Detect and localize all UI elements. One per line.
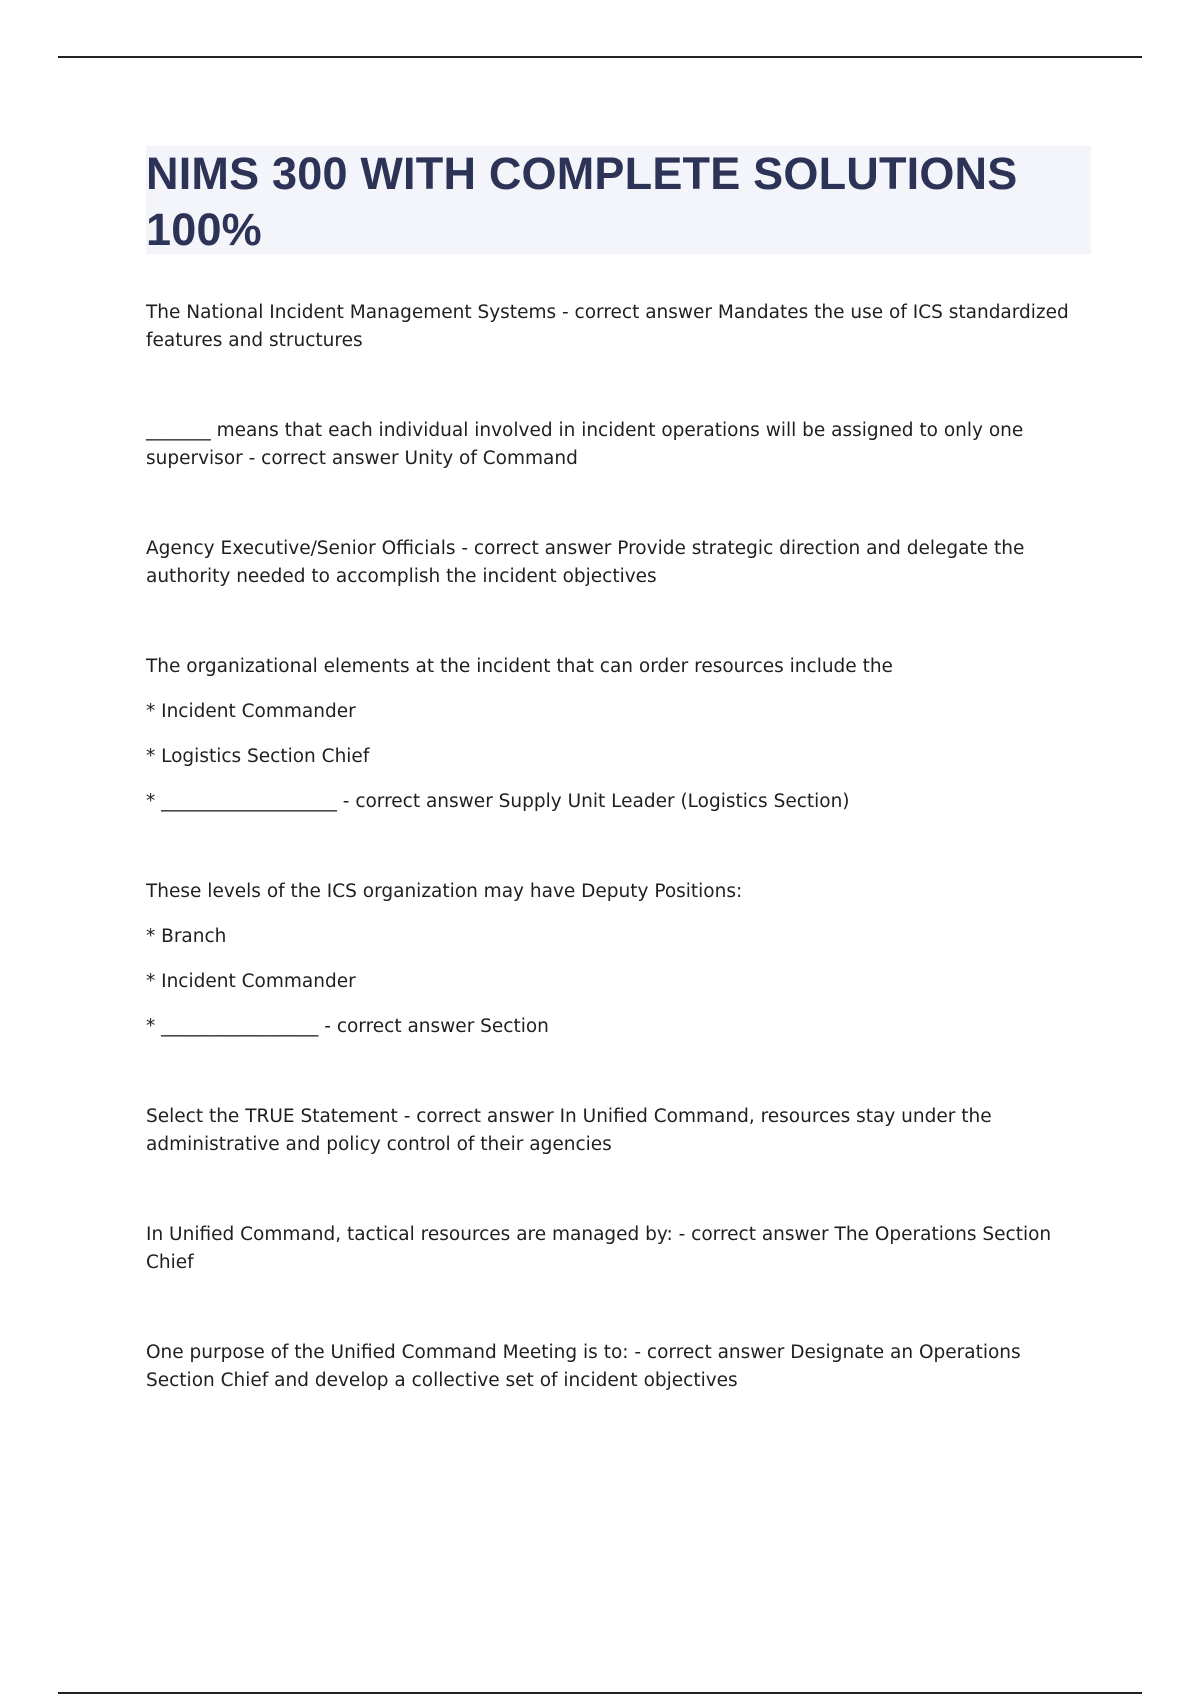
qa-text: In Unified Command, tactical resources are managed by: - correct answer The Operations Section Chief xyxy=(146,1224,1052,1273)
qa-lead: These levels of the ICS organization may have Deputy Positions: xyxy=(146,881,743,902)
title-banner xyxy=(146,146,1091,254)
qa-item xyxy=(146,653,1091,816)
qa-list xyxy=(146,299,1091,1395)
qa-bullet: * ___________________ - correct answer Supply Unit Leader (Logistics Section) xyxy=(146,791,850,812)
qa-item xyxy=(146,299,1091,355)
qa-bullet: * Incident Commander xyxy=(146,701,356,722)
qa-bullet: * Incident Commander xyxy=(146,971,356,992)
qa-text: Select the TRUE Statement - correct answer In Unified Command, resources stay under the administrative and policy control of their agencies xyxy=(146,1106,992,1155)
qa-bullet: * Logistics Section Chief xyxy=(146,746,370,767)
qa-item xyxy=(146,535,1091,591)
qa-lead: The organizational elements at the incident that can order resources include the xyxy=(146,656,893,677)
qa-text: Agency Executive/Senior Officials - correct answer Provide strategic direction and delegate the authority needed to accomplish the incident objectives xyxy=(146,538,1025,587)
qa-item xyxy=(146,417,1091,473)
qa-text: One purpose of the Unified Command Meeting is to: - correct answer Designate an Operations Section Chief and develop a collective set of incident objectives xyxy=(146,1342,1021,1391)
bottom-rule xyxy=(58,1692,1142,1694)
qa-bullet: * Branch xyxy=(146,926,227,947)
qa-item xyxy=(146,1339,1091,1395)
top-rule xyxy=(58,56,1142,58)
qa-bullet: * _________________ - correct answer Section xyxy=(146,1016,549,1037)
qa-item xyxy=(146,1103,1091,1159)
qa-item xyxy=(146,1221,1091,1277)
qa-text: _______ means that each individual involved in incident operations will be assigned to only one supervisor - correct answer Unity of Command xyxy=(146,420,1024,469)
document-content xyxy=(146,146,1091,1457)
qa-text: The National Incident Management Systems - correct answer Mandates the use of ICS standardized features and structures xyxy=(146,302,1069,351)
qa-item xyxy=(146,878,1091,1041)
document-title: NIMS 300 WITH COMPLETE SOLUTIONS 100% xyxy=(146,148,1018,255)
